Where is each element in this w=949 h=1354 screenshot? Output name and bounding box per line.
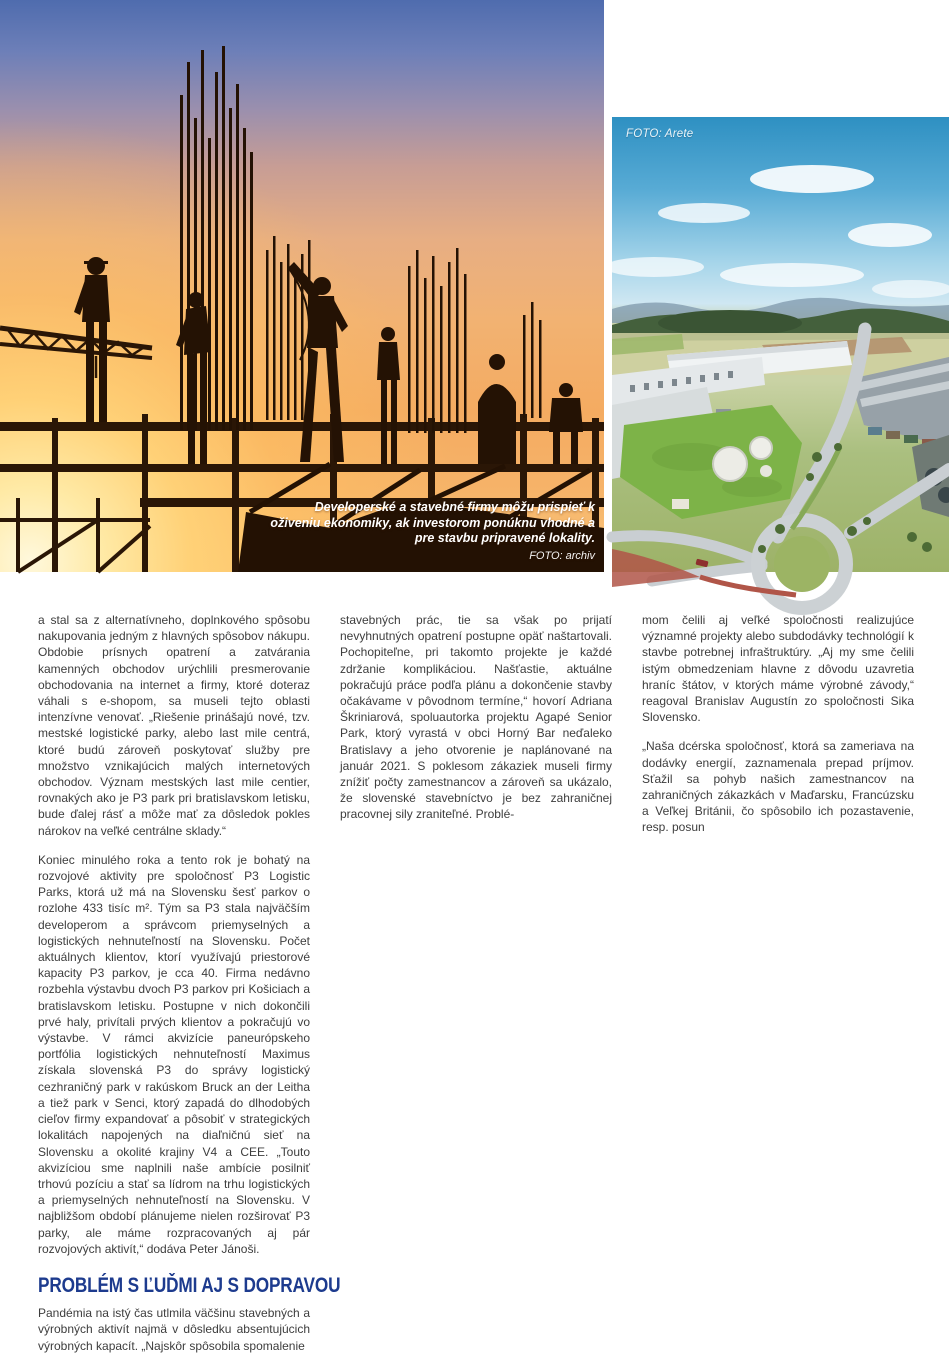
paragraph: Koniec minulého roka a tento rok je bohatý na rozvojové aktivity pre spoločnosť P3 Logistic Parks, ktorá už má na Slovensku šesť parkov o rozlohe 433 tisíc m². Tým sa P3 stala najväčším developerom a správcom priemyselných a logistických nehnuteľností na Slovensku. Počet aktuálnych klientov, ktorí využívajú priestorové kapacity P3 parkov, je cca 40. Firma nedávno rozbehla výstavbu dvoch P3 parkov pri Košiciach a bratislavskom letisku. Postupne v nich dokončili prvé haly, privítali prvých klientov a pokračujú vo výstavbe. V rámci akvizície paneurópskeho portfólia logistických nehnuteľností Maximus získala slovenská P3 do správy logistický cezhraničný park v rakúskom Bruck an der Leitha a tiež park v Senci, ktorý zapadá do dlhodobých cieľov firmy expandovať a pôsobiť v strategických lokalitách napojených na diaľničnú sieť na Slovensku a okolité krajiny V4 a CEE. „Touto akvizíciou sme naplnili naše ambície posilniť trhovú pozíciu a stať sa lídrom na trhu logistických a priemyselných nehnuteľností na Slovensku. V najbližšom období plánujeme nielen rozširovať P3 parky, ale máme rozpracovaných aj pár rozvojových aktivít,“ dodáva Peter Jánoši. xyxy=(38,852,310,1256)
photo-caption-text: Developerské a stavebné firmy môžu prispieť k oživeniu ekonomiky, ak investorom ponúknu vhodné a pre stavbu pripravené lokality. xyxy=(270,500,595,545)
paragraph: „Naša dcérska spoločnosť, ktorá sa zameriava na dodávky energií, zaznamenala prepad príjmov. Sťažil sa pohyb našich zamestnancov na zahraničných zákazkách v Maďarsku, Francúzsku a Veľkej Británii, čo spôsobilo ich pozastavenie, resp. posun xyxy=(642,739,914,835)
text-column-2 xyxy=(340,612,612,1354)
paragraph: mom čelili aj veľké spoločnosti realizujúce významné projekty alebo subdodávky technológií k stavbe potrebnej infraštruktúry. „Aj my sme čelili istým obmedzeniam hlavne z dôvodu uzavretia hraníc štátov, v ktorých máme výrobné závody,“ reagoval Branislav Augustín zo spoločnosti Sika Slovensko. xyxy=(642,613,914,725)
paragraph: Pandémia na istý čas utlmila väčšinu stavebných a výrobných aktivít najmä v dôsledku absentujúcich výrobných kapacít. „Najskôr spôsobila spomalenie xyxy=(38,1306,310,1353)
paragraph: stavebných prác, tie sa však po prijatí nevyhnutných opatrení postupne opäť naštartovali. Pochopiteľne, pri takomto projekte je každé zdržanie komplikáciou. Našťastie, aktuálne pokračujú práce podľa plánu a dokončenie stavby očakávame v pôvodnom termíne,“ hovorí Adriana Škriniarová, spoluautorka projektu Agapé Senior Park, ktorý vyrastá v obci Horný Bar neďaleko Bratislavy a jeho otvorenie je naplánované na január 2021. S poklesom zákaziek museli firmy znížiť počty zamestnancov a zároveň sa ukázalo, že slovenské stavebníctvo je bez zahraničnej pracovnej sily zraniteľné. Problé- xyxy=(340,613,612,822)
text-column-3 xyxy=(642,612,914,1354)
right-photo xyxy=(612,117,949,572)
text-column-1 xyxy=(38,612,341,1354)
section-heading: PROBLÉM S ĽUĎMI AJ S DOPRAVOU xyxy=(38,1273,341,1297)
paragraph: a stal sa z alternatívneho, doplnkového spôsobu nakupovania jedným z hlavných spôsobov nákupu. Obdobie prísnych opatrení a zatvárania kamenných obchodov urýchlili presmerovanie obchodovania na internet a firmy, ktoré doteraz váhali s e-shopom, sa museli tejto oblasti intenzívne venovať. „Riešenie prinášajú nové, tzv. mestské logistické parky, alebo last mile centrá, ktoré budú zároveň poskytovať služby pre množstvo vznikajúcich malých internetových obchodov. Význam mestských last mile centier, rovnakých ako je P3 park pri bratislavskom letisku, bude ďalej rásť a môže mať za dôsledok pokles nárokov na veľké centrálne sklady.“ xyxy=(38,613,310,838)
photo-credit-right: FOTO: Arete xyxy=(626,128,694,140)
photo-caption xyxy=(265,500,595,564)
left-photo xyxy=(0,0,604,572)
construction-silhouette-illustration xyxy=(0,0,604,572)
aerial-logistics-park-illustration xyxy=(612,117,949,572)
photo-credit-left: FOTO: archiv xyxy=(529,549,595,562)
article-body xyxy=(38,612,914,1354)
